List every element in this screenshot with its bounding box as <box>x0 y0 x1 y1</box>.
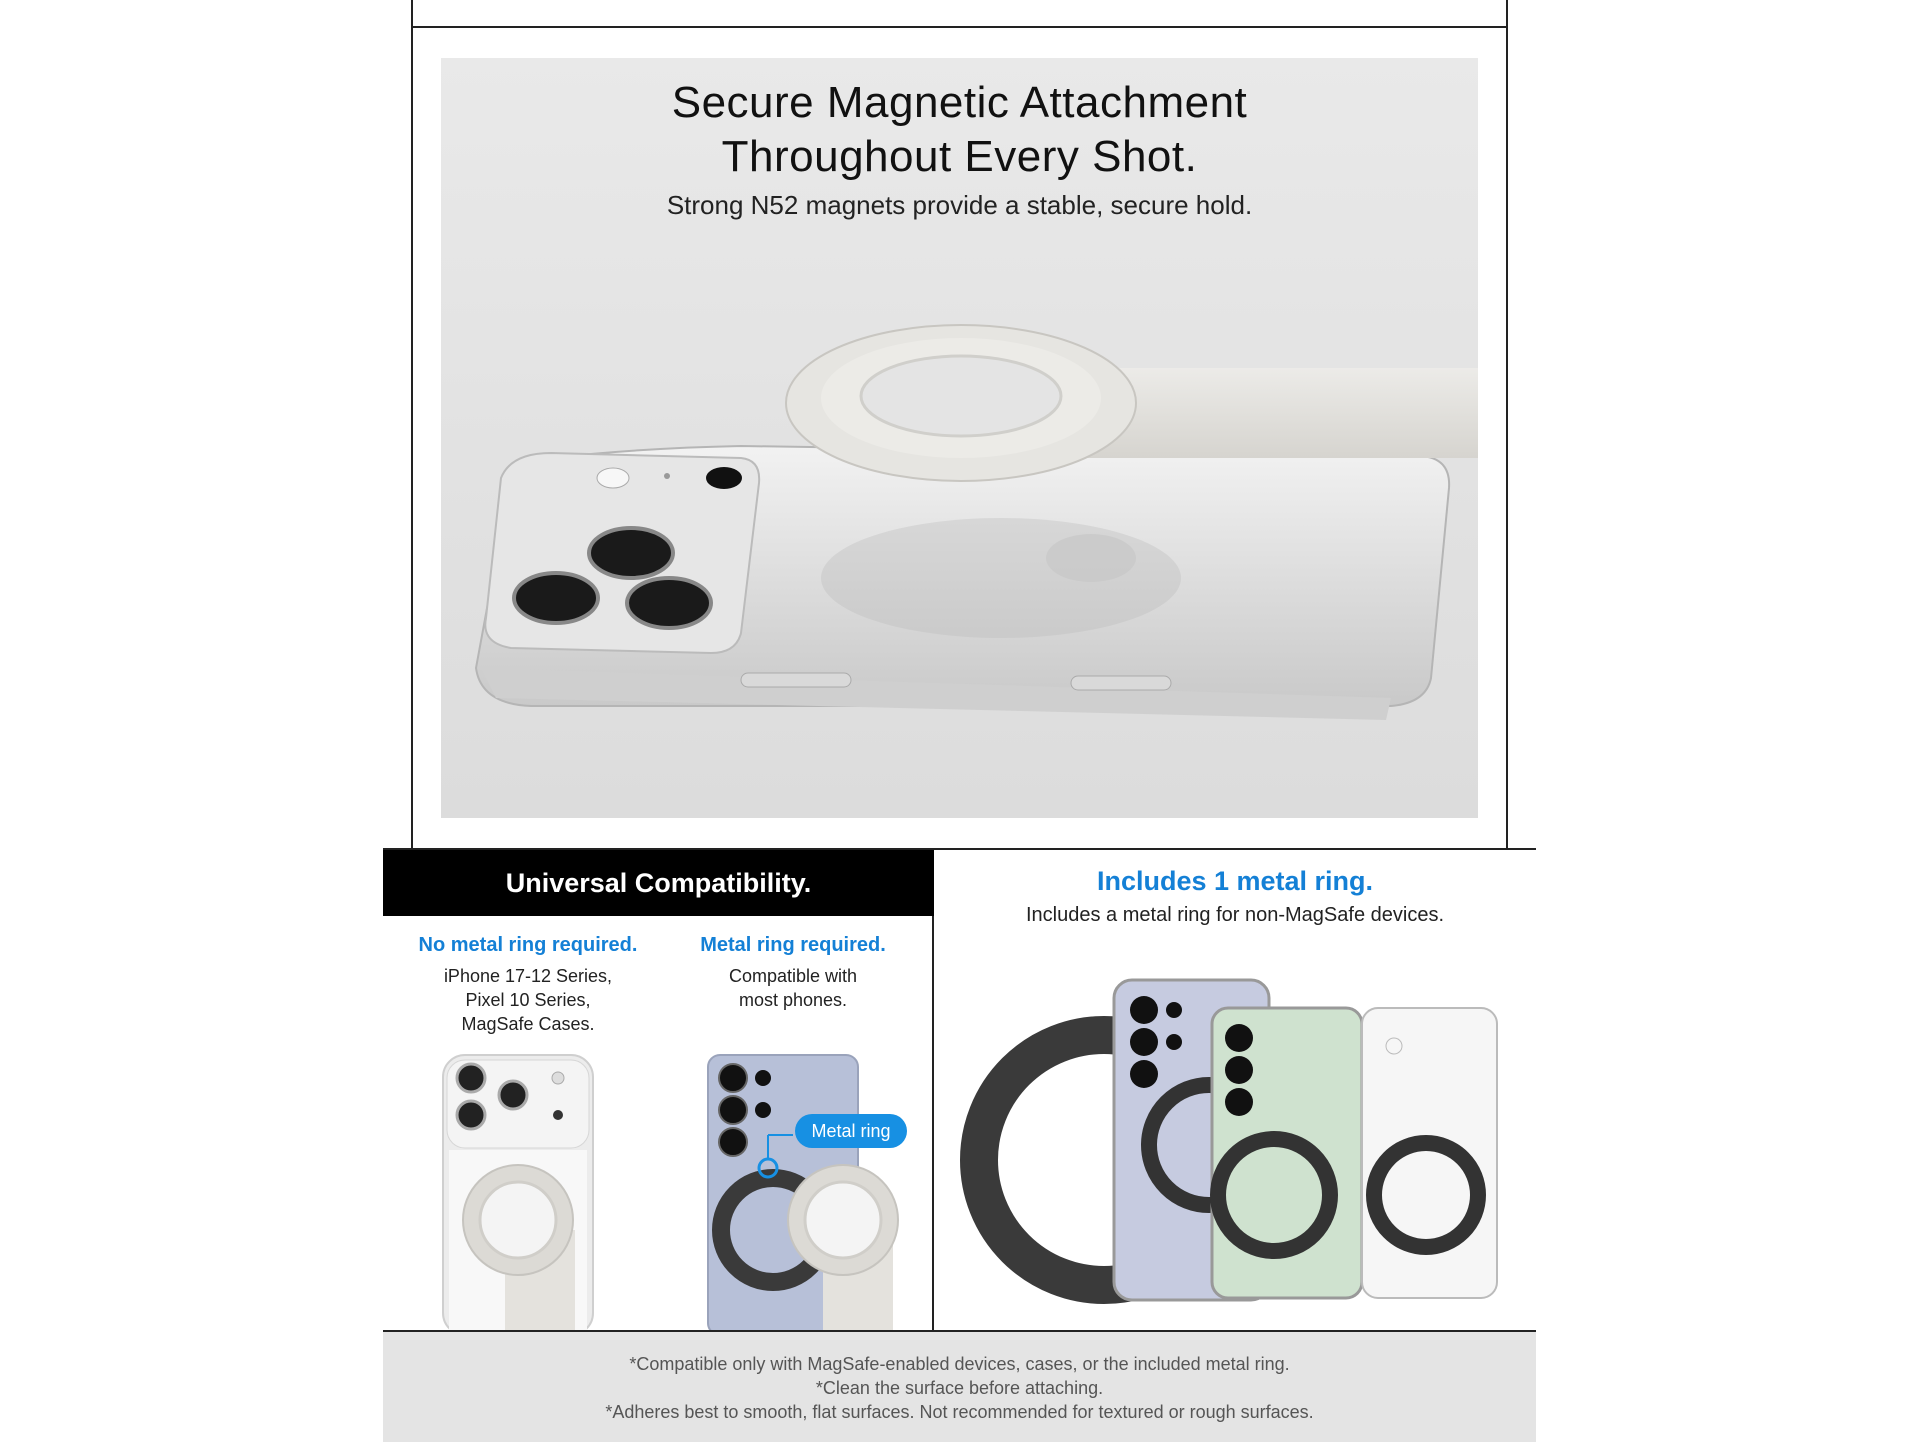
footnote-2: *Clean the surface before attaching. <box>815 1378 1104 1398</box>
ring-required-line1: Compatible with <box>728 966 858 986</box>
compatibility-panel <box>383 850 934 1330</box>
hero-title <box>441 76 1478 184</box>
hero-title-line2: Throughout Every Shot. <box>721 132 1198 181</box>
white-phone-image <box>433 1050 603 1330</box>
footnote-1: *Compatible only with MagSafe-enabled devices, cases, or the included metal ring. <box>629 1354 1290 1374</box>
metal-ring-badge: Metal ring <box>795 1114 907 1148</box>
footnote-3: *Adheres best to smooth, flat surfaces. Not recommended for textured or rough surfaces. <box>605 1402 1314 1422</box>
no-ring-title: No metal ring required. <box>418 934 638 956</box>
bottom-section <box>383 848 1536 1440</box>
ring-required-description <box>658 964 928 1012</box>
includes-panel <box>934 850 1536 1330</box>
footnotes <box>383 1330 1536 1442</box>
includes-description: Includes a metal ring for non-MagSafe devices. <box>1026 904 1444 926</box>
no-ring-line2: Pixel 10 Series, <box>465 990 591 1010</box>
no-ring-line3: MagSafe Cases. <box>461 1014 595 1034</box>
compatibility-header: Universal Compatibility. <box>383 850 934 916</box>
includes-title: Includes 1 metal ring. <box>1096 866 1374 896</box>
no-ring-line1: iPhone 17-12 Series, <box>443 966 613 986</box>
ring-required-title: Metal ring required. <box>700 934 886 956</box>
metal-ring-and-phones-image <box>954 960 1534 1330</box>
no-ring-description <box>393 964 663 1036</box>
hero-panel <box>441 58 1478 818</box>
top-divider <box>411 26 1508 28</box>
hero-title-line1: Secure Magnetic Attachment <box>671 78 1248 127</box>
ring-required-line2: most phones. <box>738 990 848 1010</box>
hero-subtitle: Strong N52 magnets provide a stable, secure hold. <box>666 190 1253 220</box>
blue-phone-image <box>703 1050 903 1330</box>
